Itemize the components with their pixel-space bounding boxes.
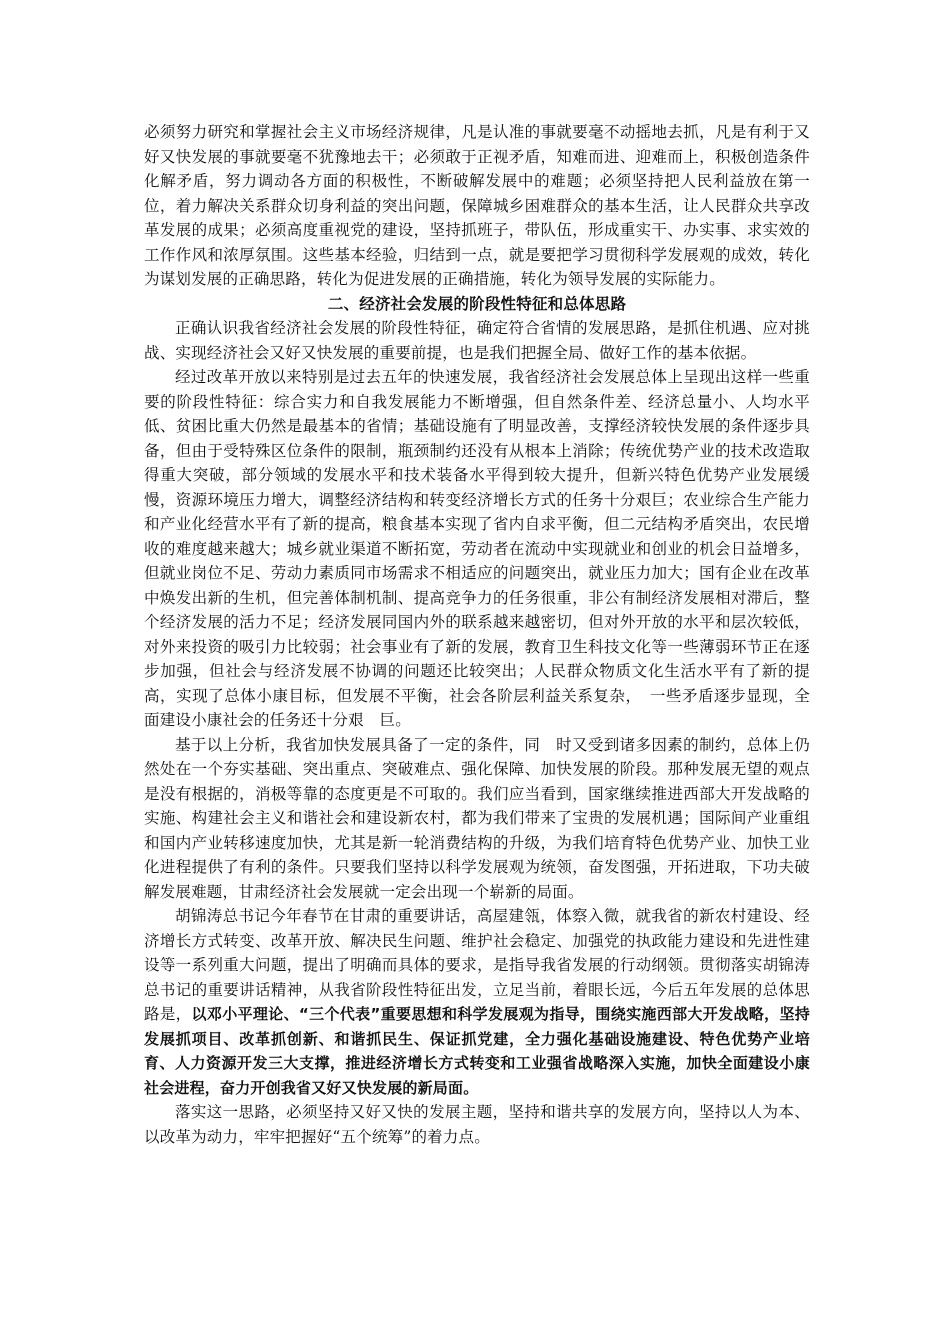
section-heading: 二、经济社会发展的阶段性特征和总体思路	[327, 294, 627, 313]
overall-thinking-text: 胡锦涛总书记今年春节在甘肃的重要讲话，高屋建瓴，体察入微，就我省的新农村建设、经济增长方式转变、改革开放、解决民生问题、维护社会稳定、加强党的执政能力建设和先进性建设等一系列重大问题，提出了明确而具体的要求，是指导我省发展的行动纲领。贯彻落实胡锦涛总书记的重要讲话精神，从我省阶段性特征出发，立足当前，着眼长远，今后五年发展的总体思路是，	[144, 907, 810, 1023]
paragraph-intro: 正确认识我省经济社会发展的阶段性特征，确定符合省情的发展思路，是抓住机遇、应对挑战、实现经济社会又好又快发展的重要前提，也是我们把握全局、做好工作的基本依据。	[144, 319, 810, 362]
paragraph-stage-features: 经过改革开放以来特别是过去五年的快速发展，我省经济社会发展总体上呈现出这样一些重要的阶段性特征：综合实力和自我发展能力不断增强，但自然条件差、经济总量小、人均水平低、贫困比重大仍然是最基本的省情；基础设施有了明显改善，支撑经济较快发展的条件逐步具备，但由于受特殊区位条件的限制，瓶颈制约还没有从根本上消除；传统优势产业的技术改造取得重大突破，部分领域的发展水平和技术装备水平得到较大提升，但新兴特色优势产业发展缓慢，资源环境压力增大，调整经济结构和转变经济增长方式的任务十分艰巨；农业综合生产能力和产业化经营水平有了新的提高，粮食基本实现了省内自求平衡，但二元结构矛盾突出，农民增收的难度越来越大；城乡就业渠道不断拓宽，劳动者在流动中实现就业和创业的机会日益增多，但就业岗位不足、劳动力素质同市场需求不相适应的问题突出，就业压力加大；国有企业在改革中焕发出新的生机，但完善体制机制、提高竞争力的任务很重，非公有制经济发展相对滞后，整个经济发展的活力不足；经济发展同国内外的联系越来越密切，但对外开放的水平和层次较低，对外来投资的吸引力比较弱；社会事业有了新的发展，教育卫生科技文化等一些薄弱环节正在逐步加强，但社会与经济发展不协调的问题还比较突出；人民群众物质文化生活水平有了新的提高，实现了总体小康目标，但发展不平衡，社会各阶层利益关系复杂， 一些矛盾逐步显现，全面建设小康社会的任务还十分艰 巨。	[144, 368, 810, 729]
document-page	[144, 120, 810, 1149]
paragraph-implementation: 落实这一思路，必须坚持又好又快的发展主题，坚持和谐共享的发展方向，坚持以人为本、以改革为动力，牢牢把握好“五个统筹”的着力点。	[144, 1103, 810, 1146]
paragraph-overall-thinking	[144, 904, 810, 1100]
paragraph-experience: 必须努力研究和掌握社会主义市场经济规律，凡是认准的事就要毫不动摇地去抓，凡是有利于又好又快发展的事就要毫不犹豫地去干；必须敢于正视矛盾，知难而进、迎难而上，积极创造条件化解矛盾，努力调动各方面的积极性，不断破解发展中的难题；必须坚持把人民利益放在第一位，着力解决关系群众切身利益的突出问题，保障城乡困难群众的基本生活，让人民群众共享改革发展的成果；必须高度重视党的建设，坚持抓班子，带队伍，形成重实干、办实事、求实效的工作作风和浓厚氛围。这些基本经验，归结到一点，就是要把学习贯彻科学发展观的成效，转化为谋划发展的正确思路，转化为促进发展的正确措施，转化为领导发展的实际能力。	[144, 123, 810, 288]
overall-thinking-bold: 以邓小平理论、“三个代表”重要思想和科学发展观为指导，围绕实施西部大开发战略，坚持发展抓项目、改革抓创新、和谐抓民生、保证抓党建，全力强化基础设施建设、特色优势产业培育、人力资源开发三大支撑，推进经济增长方式转变和工业强省战略深入实施，加快全面建设小康社会进程，奋力开创我省又好又快发展的新局面。	[144, 1005, 811, 1097]
paragraph-analysis: 基于以上分析，我省加快发展具备了一定的条件，同 时又受到诸多因素的制约，总体上仍然处在一个夯实基础、突出重点、突破难点、强化保障、加快发展的阶段。那种发展无望的观点是没有根据的，消极等靠的态度更是不可取的。我们应当看到，国家继续推进西部大开发战略的实施、构建社会主义和谐社会和建设新农村，都为我们带来了宝贵的发展机遇；国际间产业重组和国内产业转移速度加快，尤其是新一轮消费结构的升级，为我们培育特色优势产业、加快工业化进程提供了有利的条件。只要我们坚持以科学发展观为统领，奋发图强，开拓进取，下功夫破解发展难题，甘肃经济社会发展就一定会出现一个崭新的局面。	[144, 735, 810, 901]
